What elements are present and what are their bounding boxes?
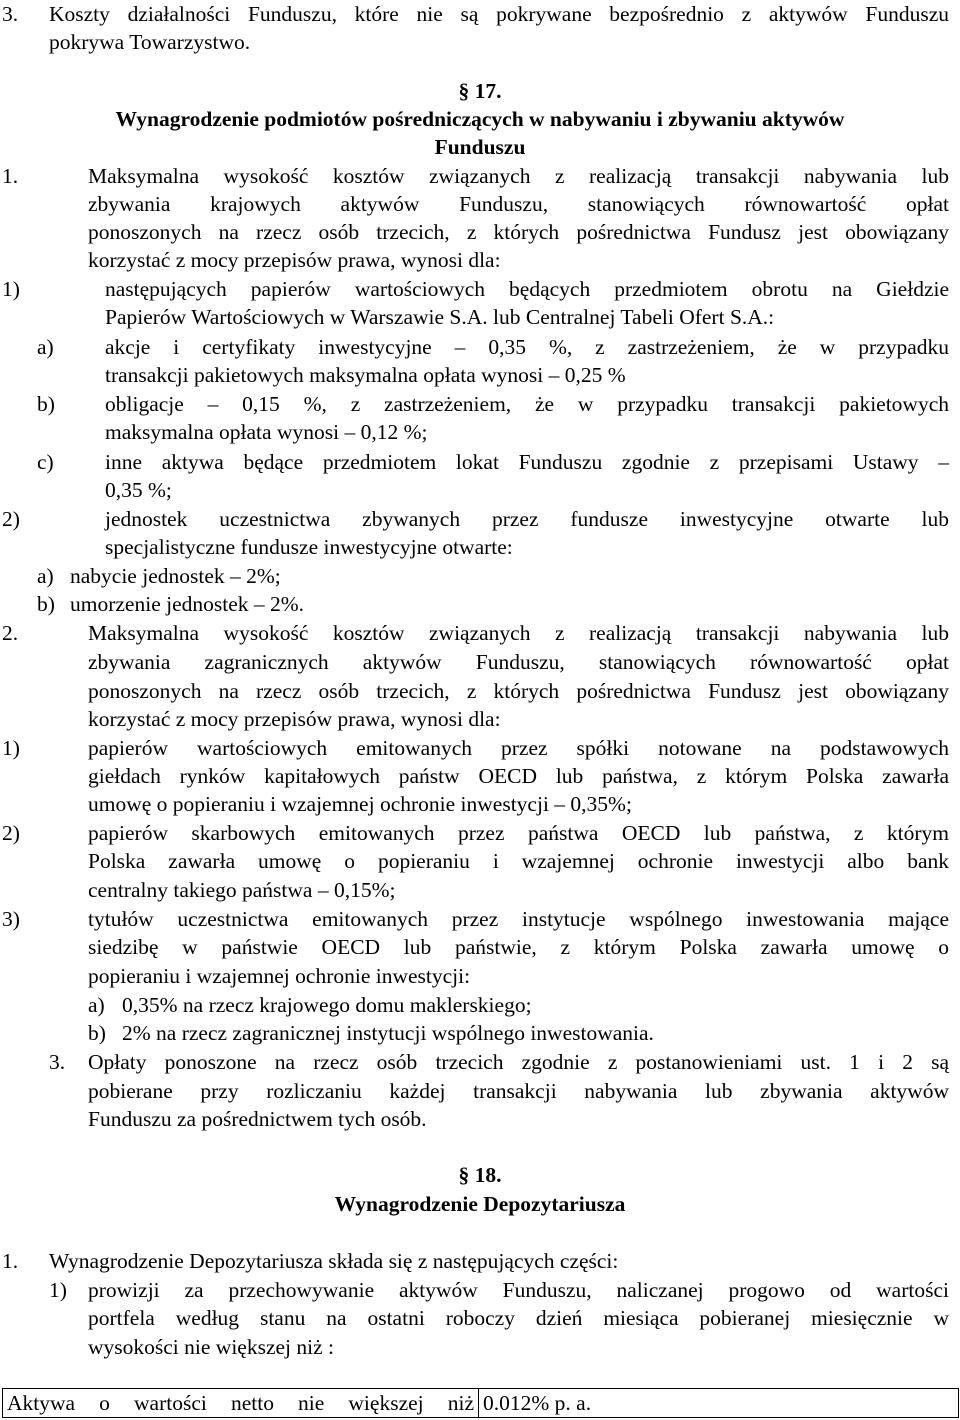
list-item-line: Papierów Wartościowych w Warszawie S.A. lub Centralnej Tabeli Ofert S.A.: [105,305,775,329]
sublist-item-line: transakcji pakietowych maksymalna opłata wynosi – 0,25 % [105,363,626,387]
sublist-letter: a) [88,993,105,1017]
paragraph-line: pobierane przy rozliczaniu każdej transakcji nabywania lub zbywania aktywów [88,1079,949,1103]
list-item-line: siedzibę w państwie OECD lub państwie, z którym Polska zawarła umowę o [88,935,949,959]
paragraph-line: pokrywa Towarzystwo. [49,30,251,54]
list-item-line: wysokości nie większej niż : [88,1335,335,1359]
section-title: Funduszu [434,135,526,159]
list-number: 3) [2,907,20,931]
sublist-item-line: nabycie jednostek – 2%; [70,564,281,588]
list-item-line: papierów skarbowych emitowanych przez państwa OECD lub państwa, z którym [88,821,949,845]
section-number: § 18. [458,1163,502,1187]
paragraph-line: ponoszonych na rzecz osób trzecich, z których pośrednictwa Fundusz jest obowiązany [88,679,949,703]
list-number: 2. [2,621,19,645]
fee-table [2,1388,959,1418]
paragraph-line: Wynagrodzenie Depozytariusza składa się z następujących części: [49,1249,619,1273]
list-number: 1) [49,1278,67,1302]
table-row [3,1389,959,1418]
paragraph-line: zbywania zagranicznych aktywów Funduszu, stanowiących równowartość opłat [88,650,949,674]
paragraph-line: zbywania krajowych aktywów Funduszu, stanowiących równowartość opłat [88,192,949,216]
list-item-line: prowizji za przechowywanie aktywów Funduszu, naliczanej progowo od wartości [88,1278,949,1302]
list-item-line: centralny takiego państwa – 0,15%; [88,878,396,902]
list-item-line: specjalistyczne fundusze inwestycyjne otwarte: [105,535,513,559]
list-item-line: umowę o popieraniu i wzajemnej ochronie inwestycji – 0,35%; [88,792,632,816]
sublist-item-line: 0,35 %; [105,478,172,502]
sublist-letter: b) [88,1021,106,1045]
list-item-line: jednostek uczestnictwa zbywanych przez fundusze inwestycyjne otwarte lub [105,507,949,531]
sublist-item-line: obligacje – 0,15 %, z zastrzeżeniem, że w przypadku transakcji pakietowych [105,392,949,416]
list-number: 1) [2,736,20,760]
paragraph-line: Maksymalna wysokość kosztów związanych z realizacją transakcji nabywania lub [88,164,949,188]
sublist-item-line: inne aktywa będące przedmiotem lokat Funduszu zgodnie z przepisami Ustawy – [105,450,949,474]
sublist-item-line: akcje i certyfikaty inwestycyjne – 0,35 %, z zastrzeżeniem, że w przypadku [105,335,949,359]
section-title: Wynagrodzenie podmiotów pośredniczących w nabywaniu i zbywaniu aktywów [115,107,845,131]
list-item-line: tytułów uczestnictwa emitowanych przez instytucje wspólnego inwestowania mające [88,907,949,931]
sublist-item-line: maksymalna opłata wynosi – 0,12 %; [105,420,428,444]
list-item-line: Polska zawarła umowę o popieraniu i wzajemnej ochronie inwestycji albo bank [88,849,949,873]
list-item-line: papierów wartościowych emitowanych przez spółki notowane na podstawowych [88,736,949,760]
sublist-item-line: 0,35% na rzecz krajowego domu maklerskiego; [122,993,532,1017]
sublist-letter: a) [37,335,54,359]
list-number: 1) [2,277,20,301]
table-cell-label: Aktywa o wartości netto nie większej niż [3,1389,479,1418]
paragraph-line: Funduszu za pośrednictwem tych osób. [88,1107,427,1131]
paragraph-line: Opłaty ponoszone na rzecz osób trzecich zgodnie z postanowieniami ust. 1 i 2 są [88,1050,949,1074]
sublist-item-line: 2% na rzecz zagranicznej instytucji wspólnego inwestowania. [122,1021,654,1045]
sublist-letter: c) [37,450,54,474]
paragraph-line: Koszty działalności Funduszu, które nie są pokrywane bezpośrednio z aktywów Funduszu [49,2,949,26]
section-number: § 17. [458,79,502,103]
paragraph-line: ponoszonych na rzecz osób trzecich, z których pośrednictwa Fundusz jest obowiązany [88,220,949,244]
paragraph-line: korzystać z mocy przepisów prawa, wynosi dla: [88,707,501,731]
list-item-line: portfela według stanu na ostatni roboczy dzień miesiąca pobieranej miesięcznie w [88,1306,949,1330]
list-item-line: popieraniu i wzajemnej ochronie inwestycji: [88,964,471,988]
list-number: 2) [2,507,20,531]
section-title: Wynagrodzenie Depozytariusza [334,1192,626,1216]
paragraph-line: Maksymalna wysokość kosztów związanych z realizacją transakcji nabywania lub [88,621,949,645]
list-number: 3. [49,1050,66,1074]
table-cell-value: 0.012% p. a. [479,1389,959,1418]
paragraph-line: korzystać z mocy przepisów prawa, wynosi dla: [88,248,501,272]
sublist-item-line: umorzenie jednostek – 2%. [70,592,305,616]
list-number: 3. [2,2,19,26]
sublist-letter: a) [37,564,54,588]
sublist-letter: b) [37,392,55,416]
list-number: 1. [2,164,19,188]
list-number: 2) [2,821,20,845]
list-item-line: giełdach rynków kapitałowych państw OECD lub państwa, z którym Polska zawarła [88,764,949,788]
sublist-letter: b) [37,592,55,616]
list-number: 1. [2,1249,19,1273]
list-item-line: następujących papierów wartościowych będących przedmiotem obrotu na Giełdzie [105,277,949,301]
